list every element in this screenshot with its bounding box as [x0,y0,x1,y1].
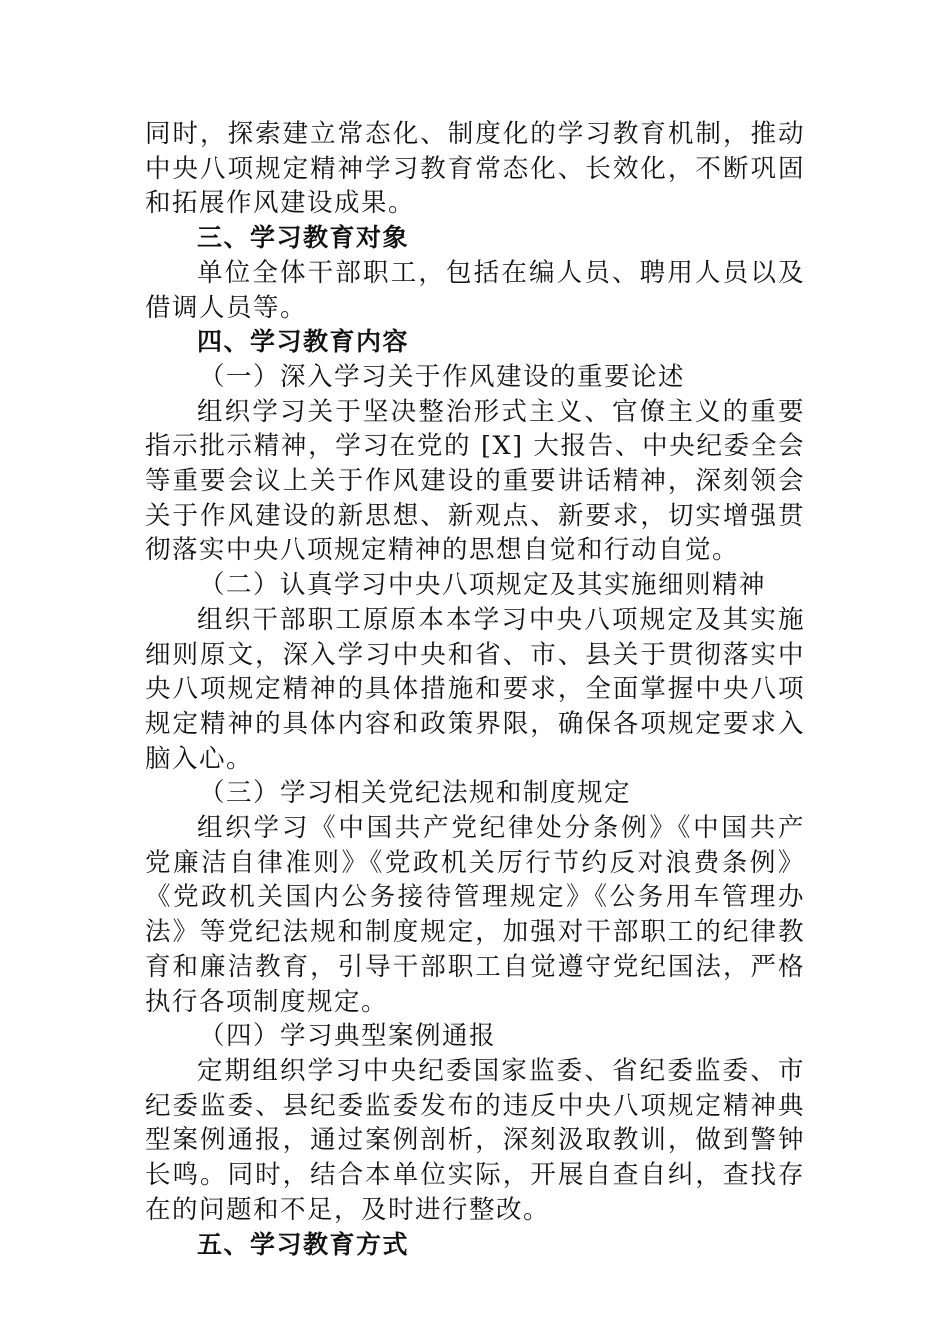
subheading-2: （二）认真学习中央八项规定及其实施细则精神 [199,570,767,601]
subheading-3: （三）学习相关党纪法规和制度规定 [199,778,632,809]
subheading-1: （一）深入学习关于作风建设的重要论述 [199,361,686,392]
paragraph-targets: 单位全体干部职工，包括在编人员、聘用人员以及借调人员等。 [145,257,805,323]
document-body [145,117,805,1262]
paragraph-continuation: 同时，探索建立常态化、制度化的学习教育机制，推动中央八项规定精神学习教育常态化、长效化，不断巩固和拓展作风建设成果。 [145,119,805,219]
paragraph-2: 组织干部职工原原本本学习中央八项规定及其实施细则原文，深入学习中央和省、市、县关于贯彻落实中央八项规定精神的具体措施和要求，全面掌握中央八项规定精神的具体内容和政策界限，确保各项规定要求入脑入心。 [145,604,805,774]
subheading-4: （四）学习典型案例通报 [199,1021,497,1052]
paragraph-4: 定期组织学习中央纪委国家监委、省纪委监委、市纪委监委、县纪委监委发布的违反中央八项规定精神典型案例通报，通过案例剖析，深刻汲取教训，做到警钟长鸣。同时，结合本单位实际，开展自查自纠，查找存在的问题和不足，及时进行整改。 [145,1055,805,1225]
paragraph-1: 组织学习关于坚决整治形式主义、官僚主义的重要指示批示精神，学习在党的 [X] 大报告、中央纪委全会等重要会议上关于作风建设的重要讲话精神，深刻领会关于作风建设的新思想、新观点、新要求，切实增强贯彻落实中央八项规定精神的思想自觉和行动自觉。 [145,396,805,566]
paragraph-3: 组织学习《中国共产党纪律处分条例》《中国共产党廉洁自律准则》《党政机关厉行节约反对浪费条例》《党政机关国内公务接待管理规定》《公务用车管理办法》等党纪法规和制度规定，加强对干部职工的纪律教育和廉洁教育，引导干部职工自觉遵守党纪国法，严格执行各项制度规定。 [145,813,805,1017]
section-heading-content: 四、学习教育内容 [197,327,410,357]
section-heading-targets: 三、学习教育对象 [197,223,410,253]
section-heading-methods: 五、学习教育方式 [197,1229,410,1259]
